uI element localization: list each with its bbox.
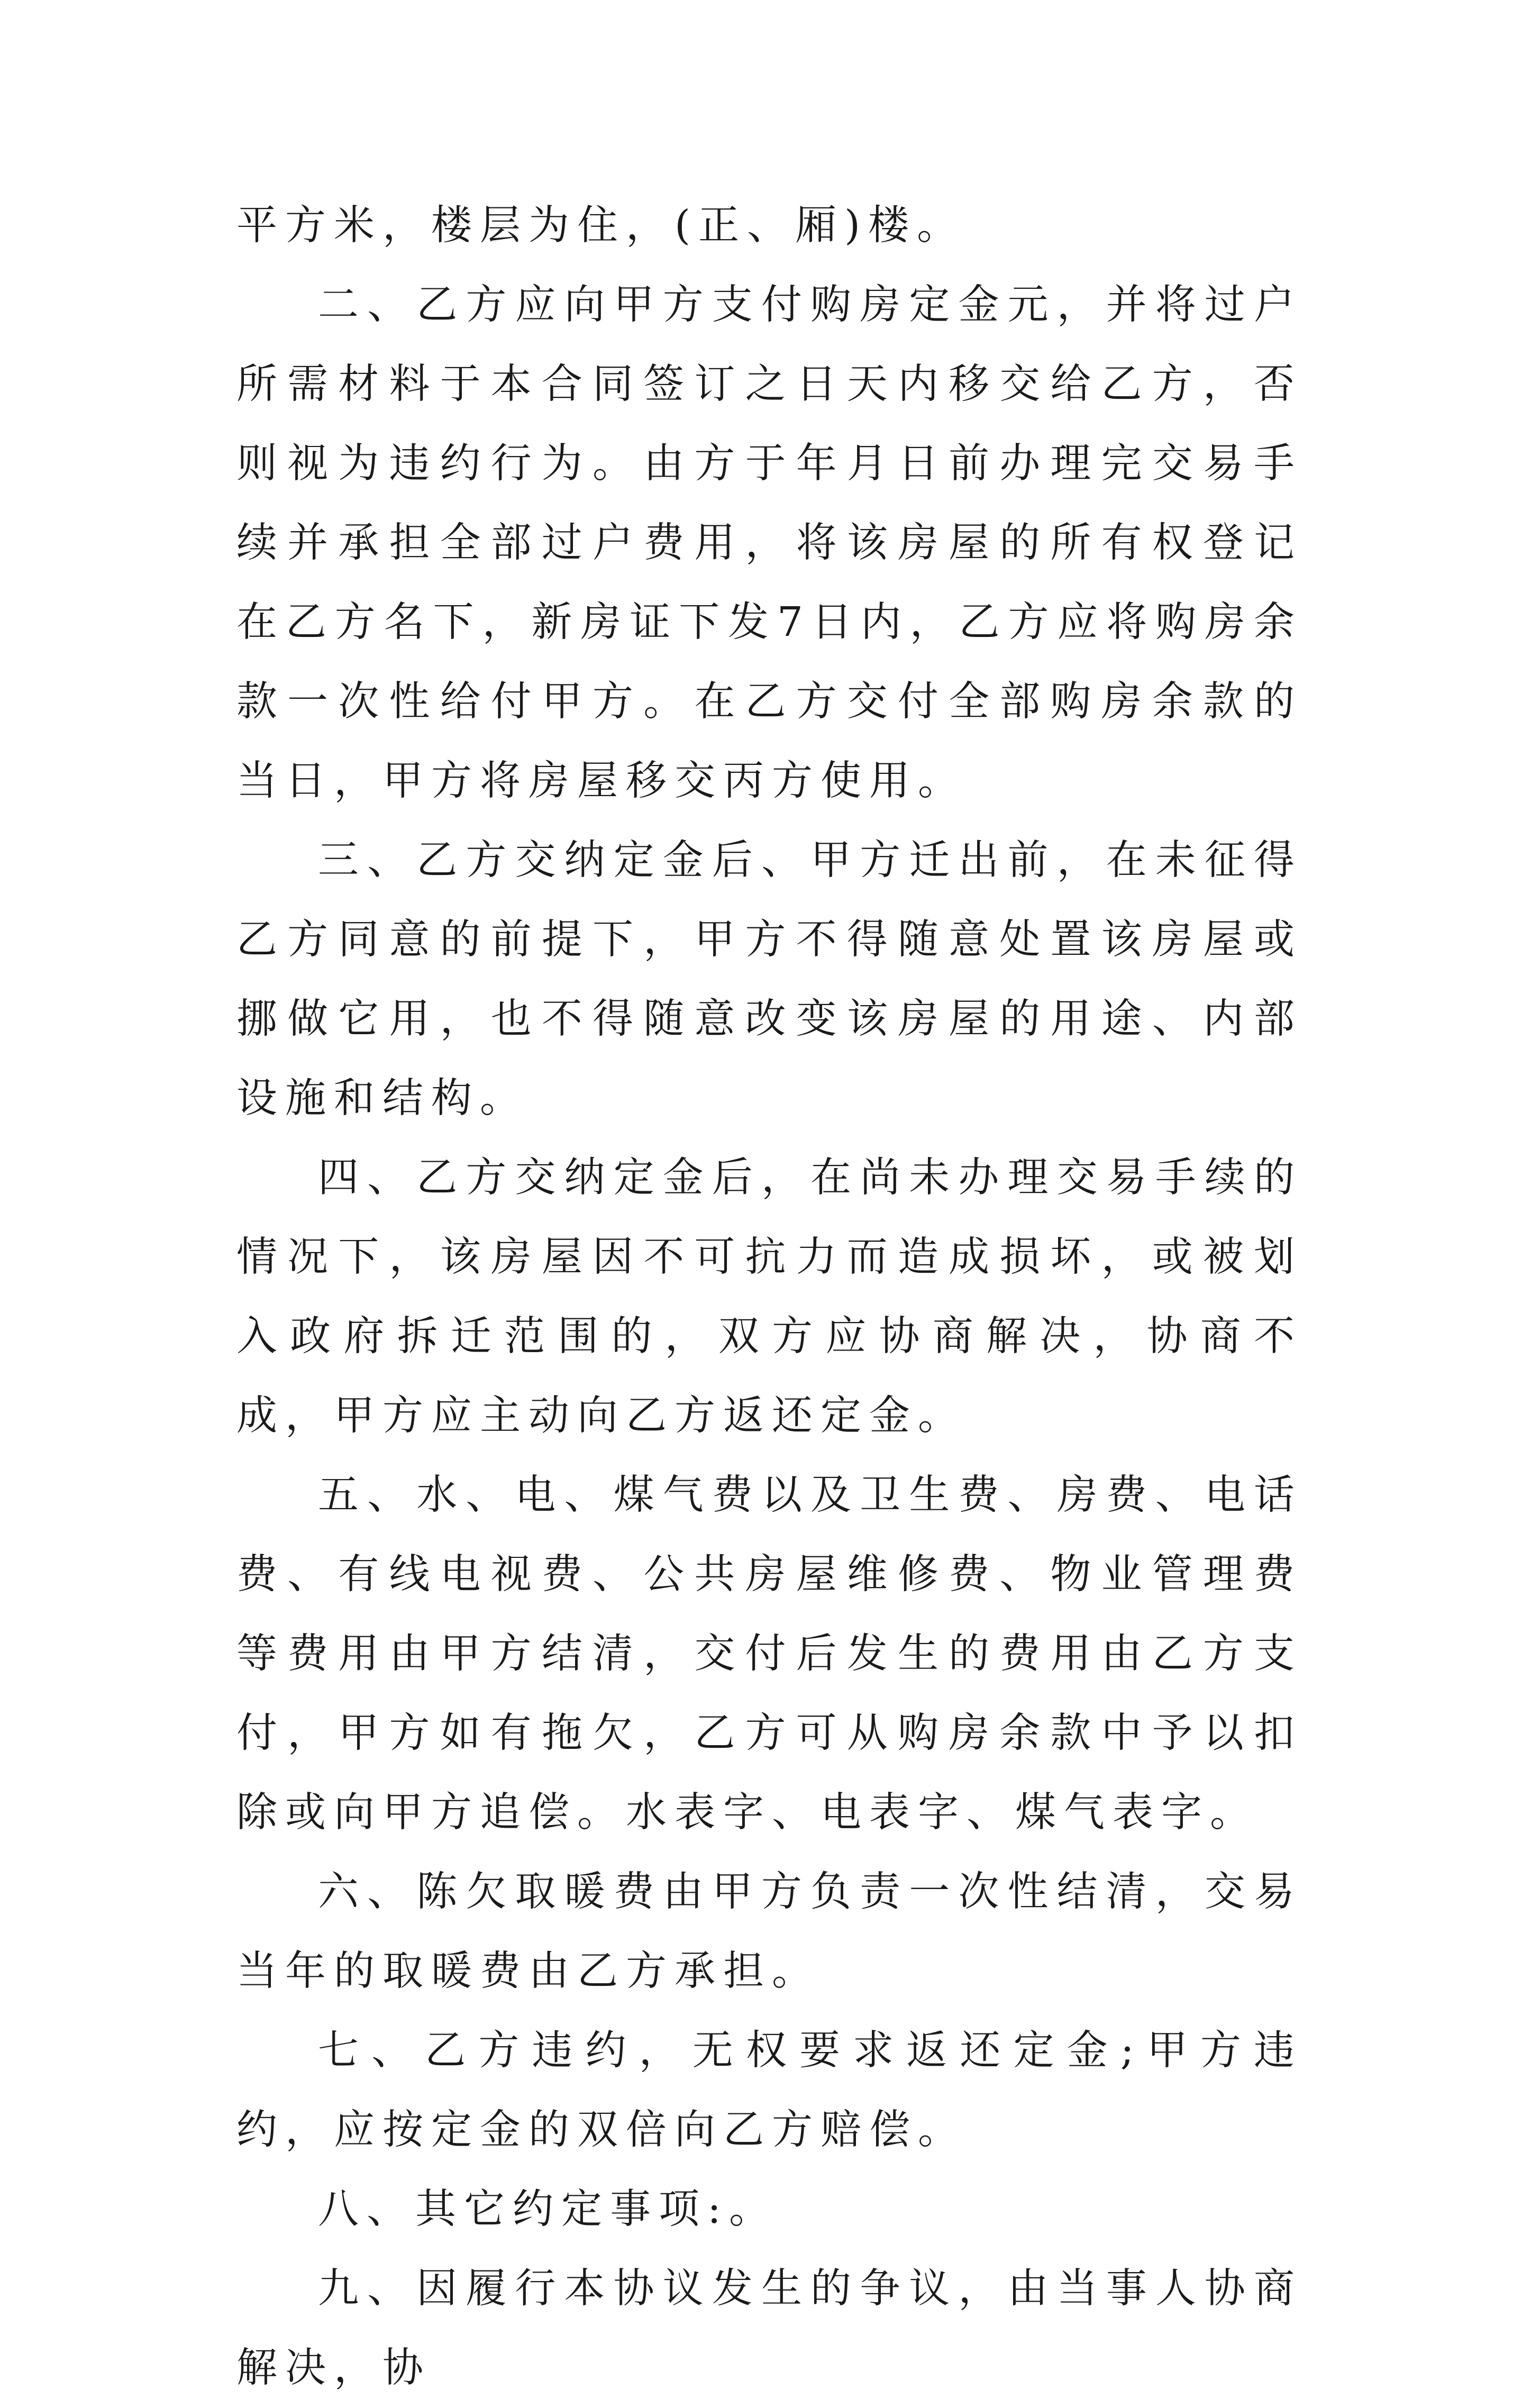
contract-body (236, 186, 1302, 2408)
clause-2: 二、乙方应向甲方支付购房定金元，并将过户所需材料于本合同签订之日天内移交给乙方，否则视为违约行为。由方于年月日前办理完交易手续并承担全部过户费用，将该房屋的所有权登记在乙方名下，新房证下发7日内，乙方应将购房余款一次性给付甲方。在乙方交付全部购房余款的当日，甲方将房屋移交丙方使用。 (236, 281, 1302, 805)
clause-4: 四、乙方交纳定金后，在尚未办理交易手续的情况下，该房屋因不可抗力而造成损坏，或被划入政府拆迁范围的，双方应协商解决，协商不成，甲方应主动向乙方返还定金。 (236, 1154, 1302, 1439)
paragraph-continuation: 平方米，楼层为住，(正、厢)楼。 (236, 202, 966, 249)
clause-5: 五、水、电、煤气费以及卫生费、房费、电话费、有线电视费、公共房屋维修费、物业管理费等费用由甲方结清，交付后发生的费用由乙方支付，甲方如有拖欠，乙方可从购房余款中予以扣除或向甲方追偿。水表字、电表字、煤气表字。 (236, 1472, 1302, 1836)
clause-9: 九、因履行本协议发生的争议，由当事人协商解决，协 (236, 2265, 1302, 2392)
clause-3: 三、乙方交纳定金后、甲方迁出前，在未征得乙方同意的前提下，甲方不得随意处置该房屋或挪做它用，也不得随意改变该房屋的用途、内部设施和结构。 (236, 837, 1302, 1122)
clause-7: 七、乙方违约，无权要求返还定金;甲方违约，应按定金的双倍向乙方赔偿。 (236, 2027, 1302, 2154)
clause-6: 六、陈欠取暖费由甲方负责一次性结清，交易当年的取暖费由乙方承担。 (236, 1868, 1302, 1995)
clause-8: 八、其它约定事项:。 (318, 2186, 778, 2233)
